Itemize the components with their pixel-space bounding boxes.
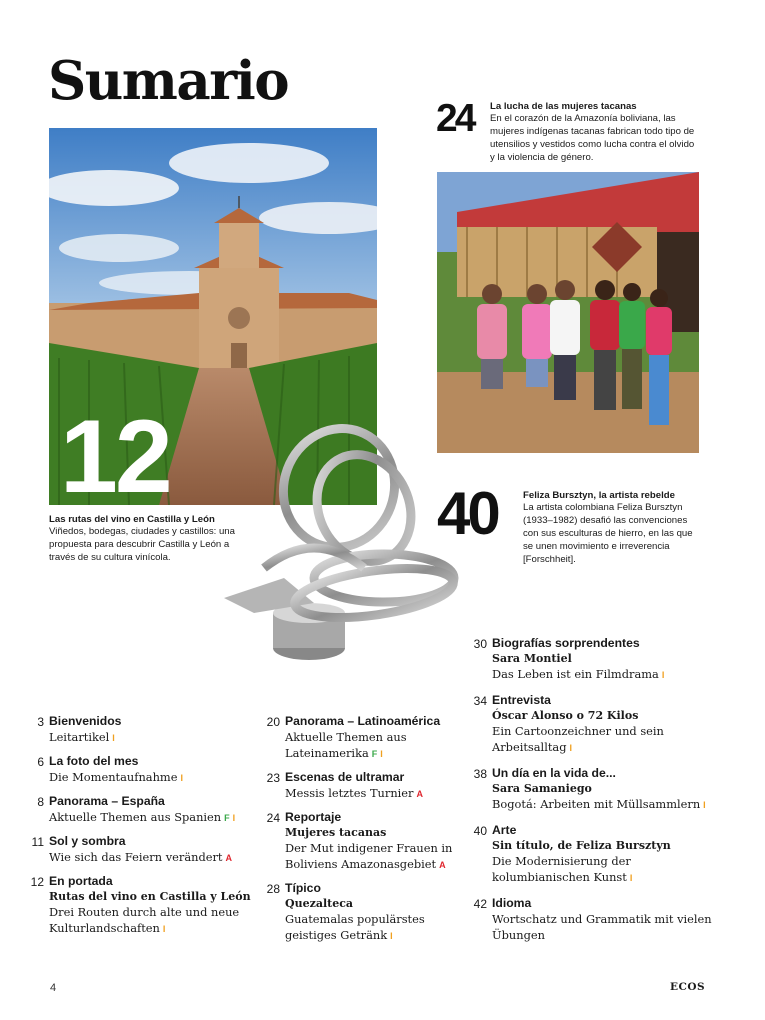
toc-section-title: Sol y sombra xyxy=(49,834,126,848)
feature-heading-castilla: Las rutas del vino en Castilla y León xyxy=(49,514,215,525)
bursztyn-sculpture-image xyxy=(224,418,462,664)
toc-description: Die Momentaufnahme xyxy=(49,770,178,784)
page-title: Sumario xyxy=(48,50,289,112)
toc-page-number: 38 xyxy=(473,767,487,781)
toc-column-2 xyxy=(266,714,455,944)
feature-text-tacanas: En el corazón de la Amazonía boliviana, las mujeres indígenas tacanas fabrican todo tipo de utensilios y vestidos como lucha contra el olvido y la violencia de género. xyxy=(490,113,695,163)
toc-entry[interactable] xyxy=(266,881,455,944)
toc-description: Das Leben ist ein Filmdrama xyxy=(492,667,659,681)
toc-description: Arbeitsalltag xyxy=(492,740,567,754)
toc-subtitle: Óscar Alonso o 72 Kilos xyxy=(492,709,639,722)
toc-description: Guatemalas populärstes xyxy=(285,912,425,926)
level-badge: I xyxy=(569,743,573,753)
toc-subtitle: Sara Montiel xyxy=(492,652,572,665)
toc-entry[interactable] xyxy=(473,636,722,683)
toc-entry[interactable] xyxy=(37,794,259,826)
toc-entry[interactable] xyxy=(266,770,455,802)
toc-column-1 xyxy=(30,714,259,937)
level-badge: A xyxy=(416,789,423,799)
feature-heading-bursztyn: Feliza Bursztyn, la artista rebelde xyxy=(523,490,675,501)
feature-text-castilla: Viñedos, bodegas, ciudades y castillos: una propuesta para descubrir Castilla y León a través de su cultura vinícola. xyxy=(49,526,235,563)
toc-description: Ein Cartoonzeichner und sein xyxy=(492,724,664,738)
level-badge: I xyxy=(380,749,383,759)
toc-page-number: 34 xyxy=(473,694,487,708)
toc-section-title: Entrevista xyxy=(492,693,551,707)
toc-entry[interactable] xyxy=(37,754,259,786)
toc-page-number: 28 xyxy=(266,882,280,896)
toc-section-title: Arte xyxy=(492,823,517,837)
toc-description: geistiges Getränk xyxy=(285,928,388,942)
toc-description: Lateinamerika xyxy=(285,746,369,760)
toc-entry[interactable] xyxy=(473,693,722,756)
toc-page-number: 40 xyxy=(473,824,487,838)
toc-section-title: Reportaje xyxy=(285,810,342,824)
level-badge: I xyxy=(180,773,183,783)
toc-section-title: Un día en la vida de... xyxy=(492,766,616,780)
level-badge: A xyxy=(439,860,446,870)
toc-section-title: Idioma xyxy=(492,896,532,910)
toc-description: Messis letztes Turnier xyxy=(285,786,414,800)
toc-section-title: Biografías sorprendentes xyxy=(492,636,640,650)
toc-section-title: Típico xyxy=(285,881,321,895)
toc-description: Bogotá: Arbeiten mit Müllsammlern xyxy=(492,797,701,811)
toc-page-number: 24 xyxy=(266,811,280,825)
toc-page-number: 42 xyxy=(473,897,487,911)
toc-description: Aktuelle Themen aus Spanien xyxy=(49,810,222,824)
toc-subtitle: Rutas del vino en Castilla y León xyxy=(49,890,251,903)
level-badge: I xyxy=(703,800,706,810)
toc-description: Kulturlandschaften xyxy=(49,921,160,935)
feature-text-bursztyn: La artista colombiana Feliza Bursztyn (1933–1982) desafió las convenciones con sus esculturas de hierro, en las que se unen movimiento e irreverencia [Forschheit]. xyxy=(523,502,693,565)
toc-entry[interactable] xyxy=(266,810,455,873)
toc-description: Leitartikel xyxy=(49,730,110,744)
feature-number-24: 24 xyxy=(436,97,474,140)
page-number: 4 xyxy=(50,982,57,994)
toc-subtitle: Quezalteca xyxy=(285,897,354,910)
toc-description: Der Mut indigener Frauen in xyxy=(285,841,453,855)
level-badge: A xyxy=(225,853,232,863)
toc-description: Wortschatz und Grammatik mit vielen xyxy=(492,912,712,926)
toc-page-number: 11 xyxy=(31,835,44,849)
magazine-brand: ECOS xyxy=(670,981,706,993)
feature-heading-tacanas: La lucha de las mujeres tacanas xyxy=(490,101,637,112)
level-badge: I xyxy=(162,924,166,934)
feature-number-12: 12 xyxy=(60,399,170,515)
level-badge: I xyxy=(661,670,665,680)
tacana-women-photo xyxy=(437,172,699,453)
level-badge: I xyxy=(390,931,393,941)
toc-page-number: 8 xyxy=(37,795,44,809)
toc-section-title: Panorama – España xyxy=(49,794,165,808)
toc-section-title: Bienvenidos xyxy=(49,714,122,728)
toc-description: Die Modernisierung der xyxy=(492,854,631,868)
toc-section-title: Panorama – Latinoamérica xyxy=(285,714,441,728)
toc-section-title: La foto del mes xyxy=(49,754,139,768)
level-badge: I xyxy=(629,873,633,883)
toc-description: Drei Routen durch alte und neue xyxy=(49,905,240,919)
toc-description: Übungen xyxy=(492,928,545,942)
toc-subtitle: Mujeres tacanas xyxy=(285,826,387,839)
toc-entry[interactable] xyxy=(473,896,722,943)
toc-column-3 xyxy=(473,636,722,943)
toc-entry[interactable] xyxy=(473,823,722,886)
toc-page-number: 3 xyxy=(37,715,44,729)
toc-page-number: 23 xyxy=(266,771,280,785)
feature-number-40: 40 xyxy=(437,480,498,547)
toc-entry[interactable] xyxy=(473,766,722,813)
toc-page-number: 20 xyxy=(266,715,280,729)
toc-section-title: Escenas de ultramar xyxy=(285,770,405,784)
toc-entry[interactable] xyxy=(30,874,259,937)
toc-description: Aktuelle Themen aus xyxy=(285,730,407,744)
toc-page-number: 30 xyxy=(473,637,487,651)
toc-entry[interactable] xyxy=(266,714,455,762)
toc-section-title: En portada xyxy=(49,874,113,888)
toc-subtitle: Sara Samaniego xyxy=(492,782,592,795)
toc-page-number: 6 xyxy=(37,755,44,769)
toc-description: Boliviens Amazonasgebiet xyxy=(285,857,437,871)
toc-entry[interactable] xyxy=(31,834,259,866)
toc-description: kolumbianischen Kunst xyxy=(492,870,627,884)
toc-description: Wie sich das Feiern verändert xyxy=(49,850,223,864)
level-badge: I xyxy=(112,733,115,743)
toc-entry[interactable] xyxy=(37,714,259,746)
toc-subtitle: Sin título, de Feliza Bursztyn xyxy=(492,839,671,852)
level-badge: I xyxy=(232,813,236,823)
level-badge: F xyxy=(371,749,378,759)
toc-page-number: 12 xyxy=(30,875,44,889)
level-badge: F xyxy=(224,813,230,823)
